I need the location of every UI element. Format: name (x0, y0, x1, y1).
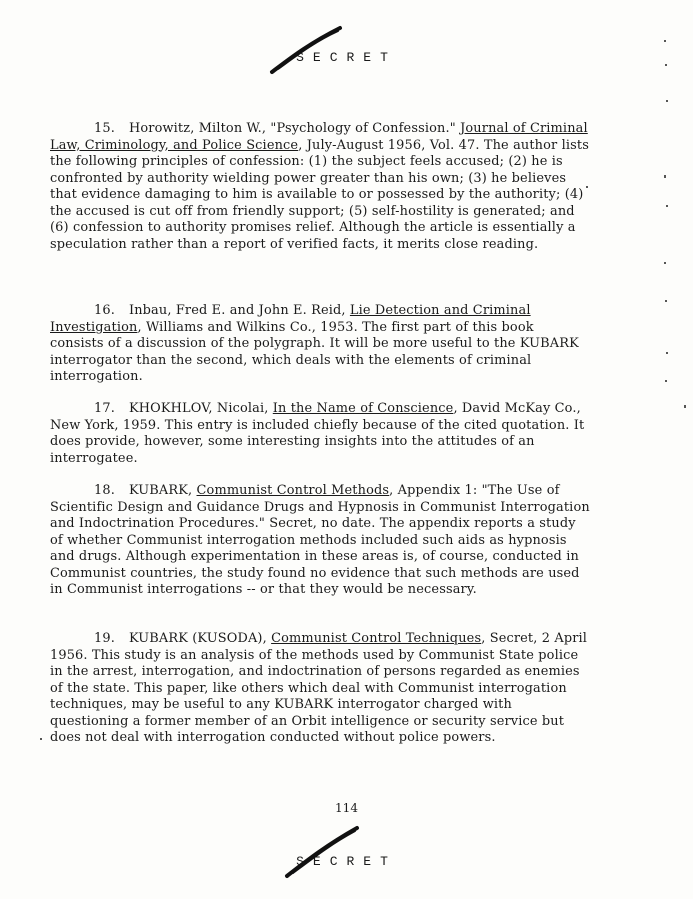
footer-classification: SECRET (296, 854, 397, 869)
header-classification: SECRET (296, 50, 397, 65)
scan-speck (665, 64, 667, 66)
scan-speck (664, 175, 666, 178)
scan-speck (666, 205, 668, 207)
scan-speck (665, 380, 667, 382)
entry-title: Communist Control Techniques (271, 631, 482, 646)
scan-speck (664, 262, 666, 264)
scan-speck (684, 405, 686, 408)
pen-slash-mark-bottom (283, 822, 363, 882)
bibliography-entry-18 (50, 483, 590, 599)
entry-title: In the Name of Conscience (272, 401, 454, 416)
scan-speck (40, 738, 42, 740)
bibliography-entry-19 (50, 631, 590, 747)
entry-title: Communist Control Methods (196, 483, 390, 498)
entry-number: 16. (94, 303, 115, 318)
page-number: 114 (335, 801, 358, 815)
scan-speck (666, 352, 668, 354)
entry-author-text: Inbau, Fred E. and John E. Reid, (128, 303, 346, 318)
entry-number: 18. (94, 483, 115, 498)
entry-number: 17. (94, 401, 115, 416)
entry-body-text: , Appendix 1: "The Use of Scientific Design and Guidance Drugs and Hypnosis in Communist Interrogation and Indoctrination Procedures." Secret, no date. The appendix reports a study of whether Communist interrogation methods included such aids as hypnosis and drugs. Although experimentation in these areas is, of course, conducted in Communist countries, the study found no evidence that such methods are used in Communist interrogations -- or that they would be necessary. (50, 483, 590, 597)
entry-author-text: KUBARK, (128, 483, 193, 498)
entry-title: Journal of Criminal Law, Criminology, and Police Science (50, 121, 588, 153)
entry-title: Lie Detection and Criminal Investigation (50, 303, 531, 335)
scan-speck (586, 186, 588, 188)
bibliography-entry-16 (50, 303, 590, 386)
scan-speck (665, 300, 667, 302)
bibliography-entry-17 (50, 401, 590, 467)
entry-author-text: KHOKHLOV, Nicolai, (128, 401, 269, 416)
entry-author-text: Horowitz, Milton W., "Psychology of Confession." (128, 121, 456, 136)
entry-body-text: , Williams and Wilkins Co., 1953. The first part of this book consists of a discussion of the polygraph. It will be more useful to the KUBARK interrogator than the second, which deals with the elements of criminal interrogation. (50, 319, 579, 384)
scan-speck (666, 100, 668, 102)
scan-speck (664, 40, 666, 42)
entry-body-text: , David McKay Co., New York, 1959. This entry is included chiefly because of the cited quotation. It does provide, however, some interesting insights into the attitudes of an interrogatee. (50, 401, 585, 466)
pen-slash-mark-top (268, 22, 348, 78)
entry-author-text: KUBARK (KUSODA), (128, 631, 267, 646)
bibliography-entry-15 (50, 121, 590, 253)
entry-number: 15. (94, 121, 115, 136)
entry-body-text: , Secret, 2 April 1956. This study is an analysis of the methods used by Communist State police in the arrest, interrogation, and indoctrination of persons regarded as enemies of the state. This paper, like others which deal with Communist interrogation techniques, may be useful to any KUBARK interrogator charged with questioning a former member of an Orbit intelligence or security service but does not deal with interrogation conducted without police powers. (50, 631, 588, 745)
entry-body-text: , July-August 1956, Vol. 47. The author lists the following principles of confession: (1) the subject feels accused; (2) he is confronted by authority wielding power greater than his own; (3) he believes that evidence damaging to him is available to or possessed by the authority; (4) the accused is cut off from friendly support; (5) self-hostility is generated; and (6) confession to authority promises relief. Although the article is essentially a speculation rather than a report of verified facts, it merits close reading. (50, 137, 590, 252)
entry-number: 19. (94, 631, 115, 646)
